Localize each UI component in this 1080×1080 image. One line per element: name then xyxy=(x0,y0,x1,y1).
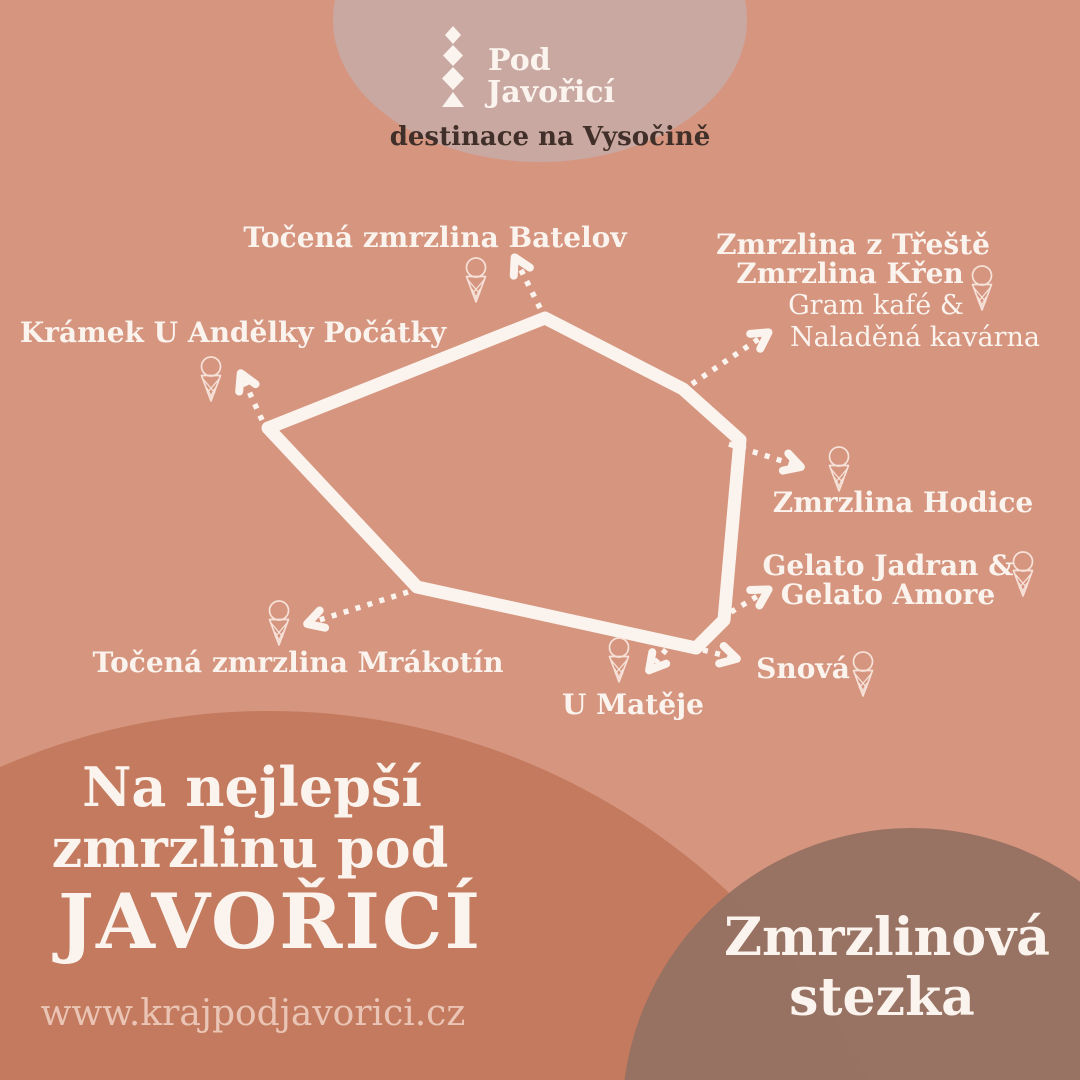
label-gram-kafe: Gram kafé & xyxy=(788,290,964,321)
arrow-batelov xyxy=(516,260,540,308)
ice-cream-icon-gelato xyxy=(1014,552,1033,596)
label-mrakotin: Točená zmrzlina Mrákotín xyxy=(92,646,504,679)
arrow-treste xyxy=(692,334,766,384)
arrow-pocatky xyxy=(242,376,262,420)
headline-line2: zmrzlinu pod xyxy=(51,816,449,880)
headline-line1: Na nejlepší xyxy=(82,755,422,819)
ice-cream-icon-pocatky xyxy=(202,357,221,401)
badge-line1: Zmrzlinová xyxy=(724,907,1050,968)
ice-cream-icon-snova xyxy=(854,652,873,696)
label-kren: Zmrzlina Křen xyxy=(736,257,964,290)
ice-cream-icon-umateje xyxy=(610,638,629,682)
label-hodice: Zmrzlina Hodice xyxy=(772,486,1034,519)
arrow-gelato xyxy=(731,591,766,612)
label-pocatky: Krámek U Andělky Počátky xyxy=(19,316,447,349)
label-snova: Snová xyxy=(756,652,850,685)
badge-line2: stezka xyxy=(789,967,975,1028)
ice-cream-icon-mrakotin xyxy=(270,601,289,645)
trail-route-shape xyxy=(268,318,740,648)
label-gelato-jadran: Gelato Jadran & xyxy=(762,549,1014,582)
ice-cream-icon-hodice xyxy=(830,447,849,491)
ice-cream-icon-batelov xyxy=(467,258,486,302)
label-umateje: U Matěje xyxy=(562,688,704,721)
label-treste: Zmrzlina z Třeště xyxy=(716,228,990,261)
arrow-snova xyxy=(703,650,734,658)
arrow-mrakotin xyxy=(310,592,408,623)
headline-line3: JAVOŘICÍ xyxy=(58,877,482,966)
logo-tagline: destinace na Vysočině xyxy=(389,122,711,152)
label-naladena-kavarna: Naladěná kavárna xyxy=(790,322,1040,353)
logo-name-line2: Javořicí xyxy=(487,75,615,110)
website-url: www.krajpodjavorici.cz xyxy=(40,993,466,1034)
ice-cream-icon-treste xyxy=(973,266,992,310)
label-batelov: Točená zmrzlina Batelov xyxy=(243,221,627,254)
logo-name-line1: Pod xyxy=(488,43,551,78)
label-gelato-amore: Gelato Amore xyxy=(780,578,996,611)
